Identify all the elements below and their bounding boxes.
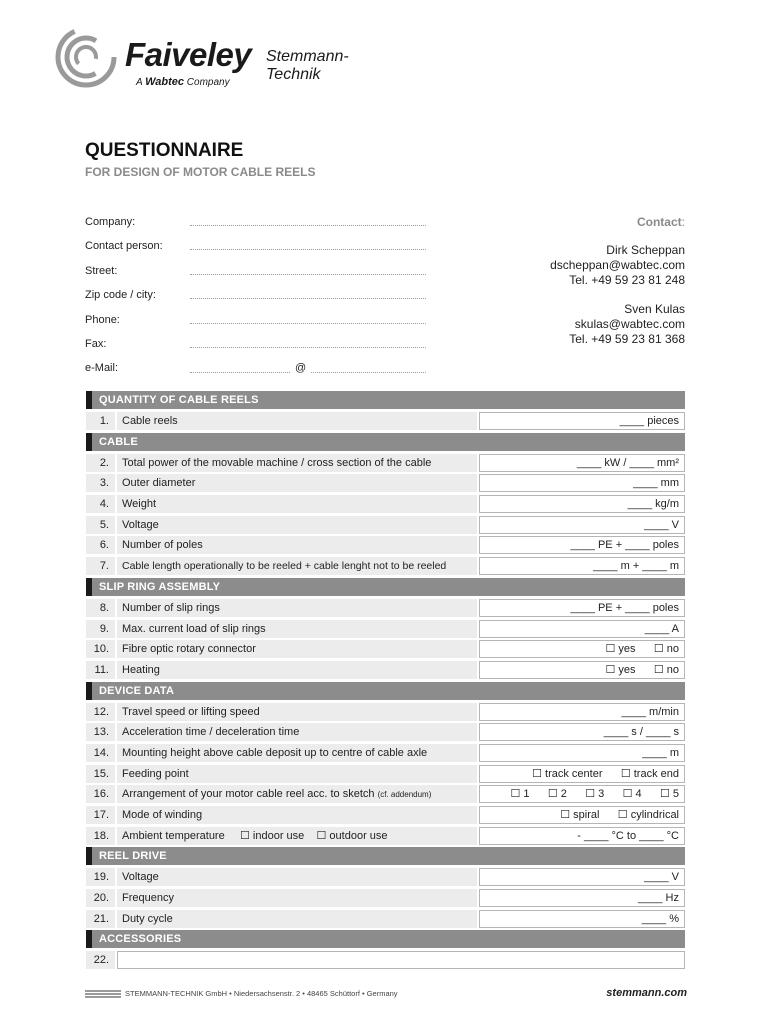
drive-voltage-input[interactable]: ____ V (479, 868, 685, 886)
duty-cycle-input[interactable]: ____ % (479, 910, 685, 928)
weight-input[interactable]: ____ kg/m (479, 495, 685, 513)
brand-subname: Stemmann-Technik (266, 48, 349, 83)
page-footer (85, 988, 687, 1000)
acceleration-time-input[interactable]: ____ s / ____ s (479, 723, 685, 741)
question-row (86, 474, 685, 492)
contact-person-1 (550, 243, 685, 288)
company-field[interactable] (190, 225, 426, 226)
question-row (86, 806, 685, 824)
winding-mode-checkboxes[interactable]: ☐ spiral ☐ cylindrical (479, 806, 685, 824)
row-number: 9. (86, 620, 115, 638)
slip-rings-input[interactable]: ____ PE + ____ poles (479, 599, 685, 617)
row-label: Number of poles (117, 536, 477, 554)
section-quantity: QUANTITY OF CABLE REELS (86, 391, 685, 409)
row-label: Acceleration time / deceleration time (117, 723, 477, 741)
row-number: 3. (86, 474, 115, 492)
row-number: 20. (86, 889, 115, 907)
question-row (86, 765, 685, 783)
question-row (86, 889, 685, 907)
email-label: e-Mail: (85, 362, 119, 374)
street-label: Street: (85, 265, 118, 277)
question-row (86, 951, 685, 969)
questionnaire-table (86, 391, 685, 972)
question-row (86, 827, 685, 845)
row-number: 22. (86, 951, 115, 969)
faiveley-logo-icon (55, 26, 117, 88)
row-number: 18. (86, 827, 115, 845)
contact-person-field[interactable] (190, 249, 426, 250)
row-label: Voltage (117, 868, 477, 886)
contact-person-label: Contact person: (85, 240, 163, 252)
brand-tagline: A Wabtec Company (136, 76, 230, 88)
row-label: Outer diameter (117, 474, 477, 492)
question-row (86, 454, 685, 472)
contact-2-name: Sven Kulas (624, 302, 685, 316)
row-number: 14. (86, 744, 115, 762)
contact-2-tel: Tel. +49 59 23 81 368 (569, 332, 685, 346)
row-label: Total power of the movable machine / cross section of the cable (117, 454, 477, 472)
section-cable: CABLE (86, 433, 685, 451)
row-label: Weight (117, 495, 477, 513)
row-label: Number of slip rings (117, 599, 477, 617)
contact-1-tel: Tel. +49 59 23 81 248 (569, 273, 685, 287)
row-label: Cable reels (117, 412, 477, 430)
row-label: Mode of winding (117, 806, 477, 824)
company-logo (55, 26, 355, 94)
street-field[interactable] (190, 274, 426, 275)
row-label: Duty cycle (117, 910, 477, 928)
arrangement-checkboxes[interactable]: ☐ 1 ☐ 2 ☐ 3 ☐ 4 ☐ 5 (479, 785, 685, 803)
fax-label: Fax: (85, 338, 107, 350)
section-device-data: DEVICE DATA (86, 682, 685, 700)
row-label: Fibre optic rotary connector (117, 640, 477, 658)
footer-stripes-icon (85, 990, 121, 999)
heating-checkboxes[interactable]: ☐ yes ☐ no (479, 661, 685, 679)
question-row (86, 640, 685, 658)
row-number: 10. (86, 640, 115, 658)
row-label: Travel speed or lifting speed (117, 703, 477, 721)
email-domain-field[interactable] (311, 372, 426, 373)
page-subtitle: FOR DESIGN OF MOTOR CABLE REELS (85, 165, 316, 179)
feeding-point-checkboxes[interactable]: ☐ track center ☐ track end (479, 765, 685, 783)
phone-label: Phone: (85, 314, 120, 326)
section-reel-drive: REEL DRIVE (86, 847, 685, 865)
max-current-input[interactable]: ____ A (479, 620, 685, 638)
row-number: 15. (86, 765, 115, 783)
row-number: 21. (86, 910, 115, 928)
row-number: 17. (86, 806, 115, 824)
question-row (86, 536, 685, 554)
row-number: 11. (86, 661, 115, 679)
email-at-sign: @ (295, 362, 307, 374)
row-label[interactable]: Ambient temperature ☐ indoor use ☐ outdoor use (117, 827, 477, 845)
question-row (86, 557, 685, 575)
row-label: Heating (117, 661, 477, 679)
row-number: 8. (86, 599, 115, 617)
row-number: 12. (86, 703, 115, 721)
number-of-poles-input[interactable]: ____ PE + ____ poles (479, 536, 685, 554)
question-row (86, 620, 685, 638)
row-number: 5. (86, 516, 115, 534)
frequency-input[interactable]: ____ Hz (479, 889, 685, 907)
fibre-optic-checkboxes[interactable]: ☐ yes ☐ no (479, 640, 685, 658)
zip-city-label: Zip code / city: (85, 289, 156, 301)
row-label: Voltage (117, 516, 477, 534)
cable-voltage-input[interactable]: ____ V (479, 516, 685, 534)
row-number: 1. (86, 412, 115, 430)
question-row (86, 661, 685, 679)
brand-name: Faiveley (125, 36, 252, 73)
question-row (86, 910, 685, 928)
question-row (86, 703, 685, 721)
row-number: 13. (86, 723, 115, 741)
company-label: Company: (85, 216, 136, 228)
accessories-input[interactable] (117, 951, 685, 969)
page-title: QUESTIONNAIRE (85, 140, 244, 161)
footer-website-link[interactable]: stemmann.com (606, 987, 687, 999)
mounting-height-input[interactable]: ____ m (479, 744, 685, 762)
row-label: Frequency (117, 889, 477, 907)
ambient-temperature-input[interactable]: - ____ °C to ____ °C (479, 827, 685, 845)
row-number: 4. (86, 495, 115, 513)
row-number: 6. (86, 536, 115, 554)
row-number: 7. (86, 557, 115, 575)
contact-1-name: Dirk Scheppan (606, 243, 685, 257)
question-row (86, 785, 685, 803)
row-number: 16. (86, 785, 115, 803)
question-row (86, 412, 685, 430)
row-label: Arrangement of your motor cable reel acc. to sketch (cf. addendum) (117, 785, 477, 803)
travel-speed-input[interactable]: ____ m/min (479, 703, 685, 721)
contact-person-2 (569, 302, 685, 347)
section-slip-ring: SLIP RING ASSEMBLY (86, 578, 685, 596)
section-accessories: ACCESSORIES (86, 930, 685, 948)
total-power-input[interactable]: ____ kW / ____ mm² (479, 454, 685, 472)
email-user-field[interactable] (190, 372, 290, 373)
question-row (86, 495, 685, 513)
row-label: Mounting height above cable deposit up to centre of cable axle (117, 744, 477, 762)
contact-heading: Contact: (636, 215, 685, 229)
outer-diameter-input[interactable]: ____ mm (479, 474, 685, 492)
footer-address: STEMMANN-TECHNIK GmbH • Niedersachsenstr. 2 • 48465 Schüttorf • Germany (125, 989, 398, 998)
phone-field[interactable] (190, 323, 426, 324)
row-label: Max. current load of slip rings (117, 620, 477, 638)
row-number: 19. (86, 868, 115, 886)
row-label: Feeding point (117, 765, 477, 783)
cable-length-input[interactable]: ____ m + ____ m (479, 557, 685, 575)
fax-field[interactable] (190, 347, 426, 348)
zip-city-field[interactable] (190, 298, 426, 299)
question-row (86, 868, 685, 886)
contact-2-email[interactable]: skulas@wabtec.com (574, 317, 685, 331)
row-label: Cable length operationally to be reeled + cable lenght not to be reeled (117, 557, 477, 575)
question-row (86, 599, 685, 617)
question-row (86, 516, 685, 534)
cable-reels-input[interactable]: ____ pieces (479, 412, 685, 430)
question-row (86, 723, 685, 741)
row-number: 2. (86, 454, 115, 472)
contact-1-email[interactable]: dscheppan@wabtec.com (550, 258, 685, 272)
question-row (86, 744, 685, 762)
